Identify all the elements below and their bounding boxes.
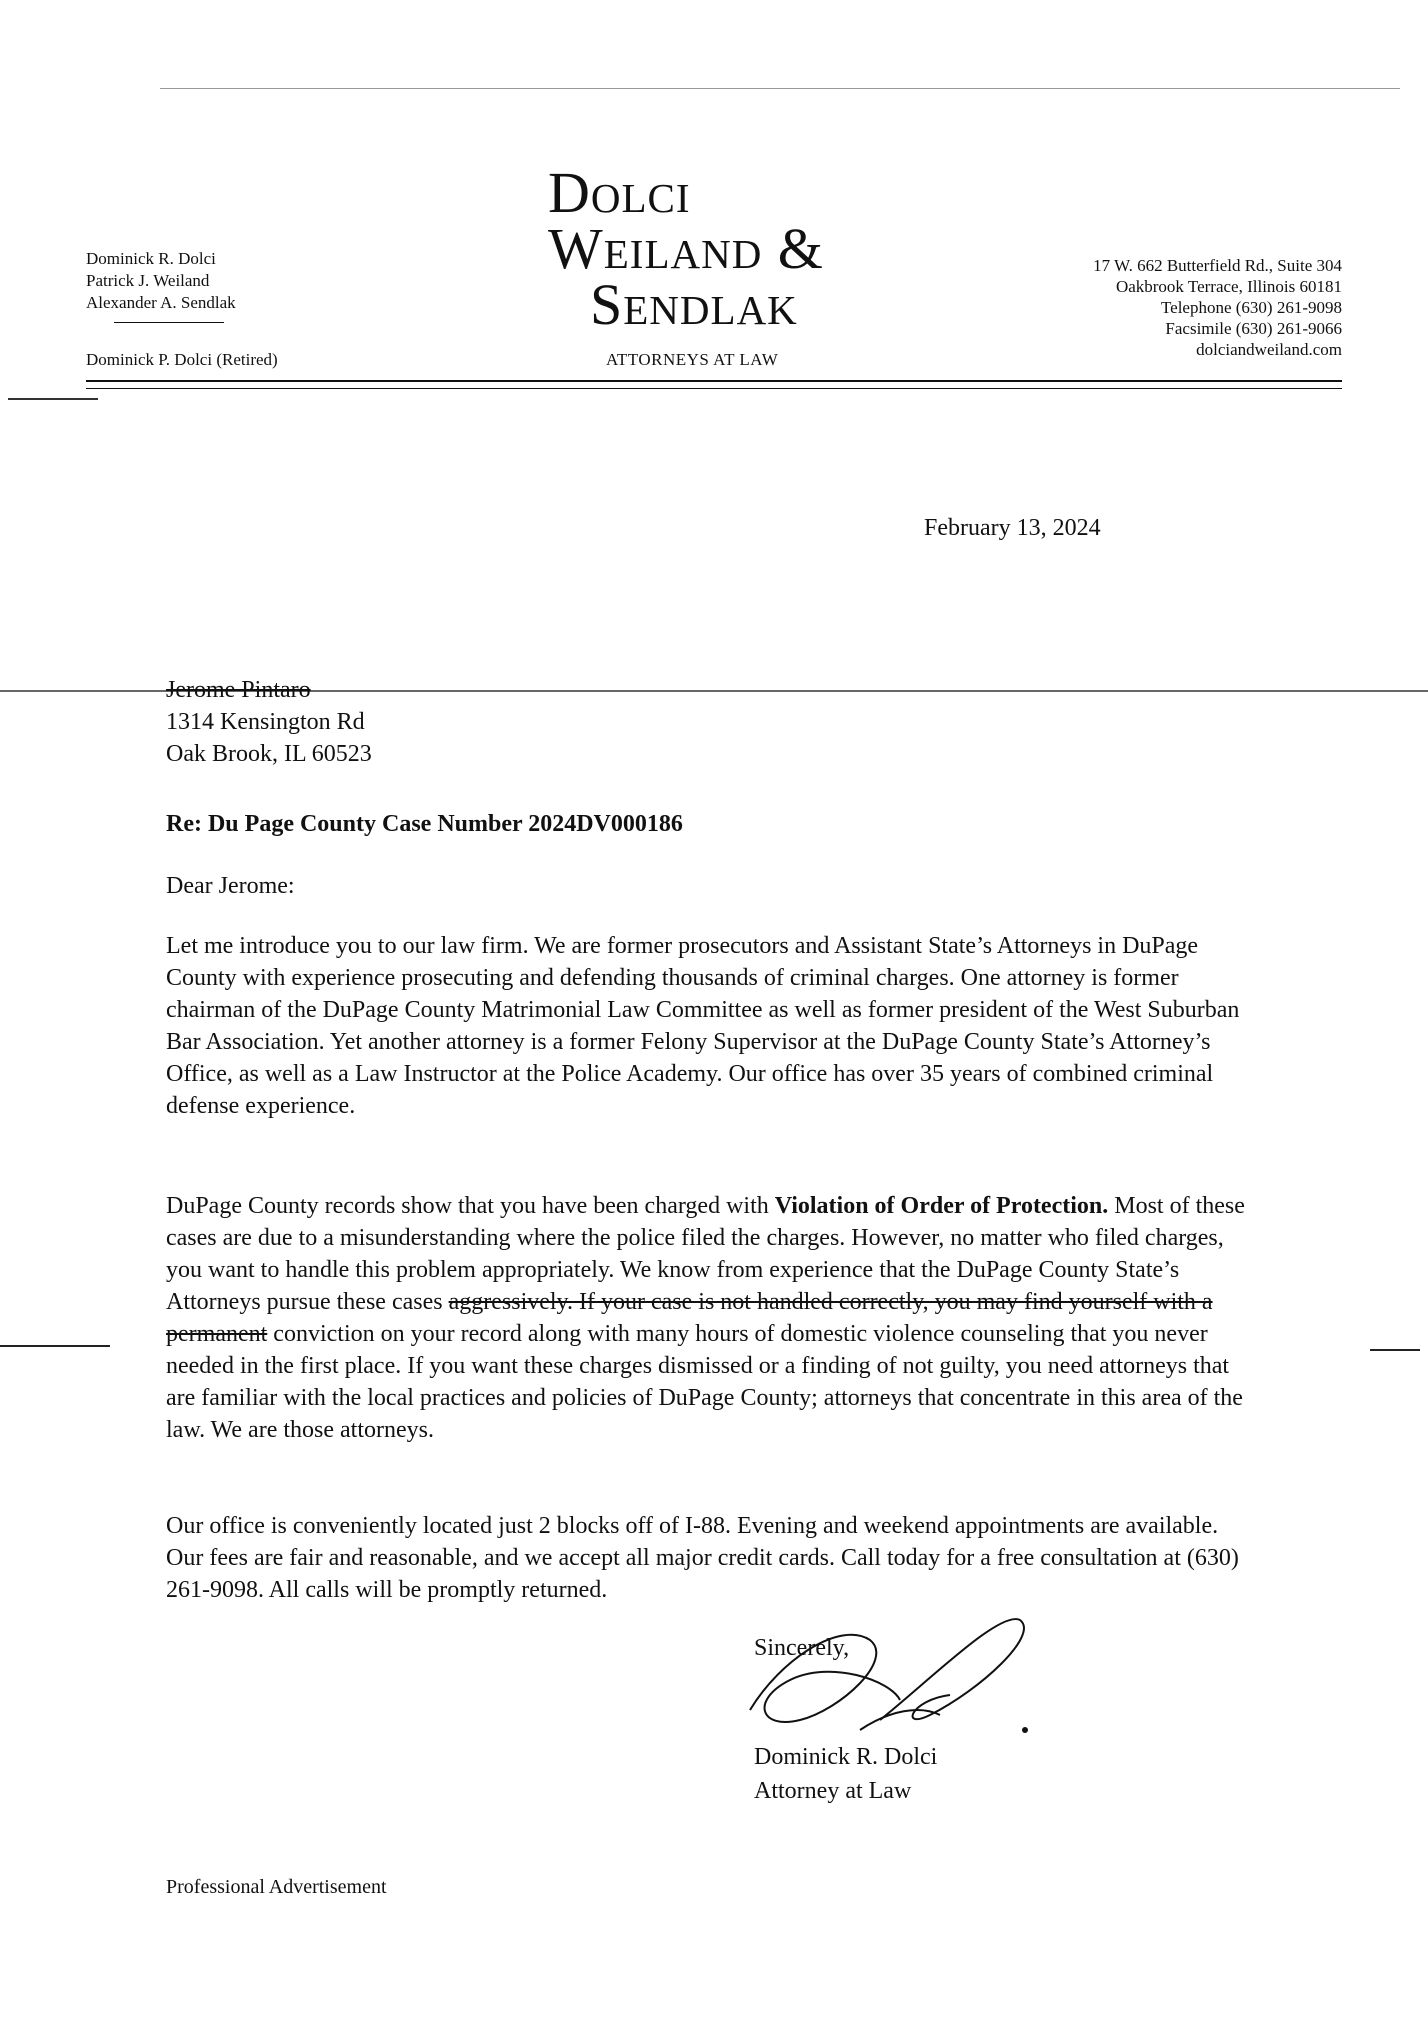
firm-name-line2: Weiland & [548,216,824,281]
letterhead-rule [86,380,1342,382]
paragraph-intro: Let me introduce you to our law firm. We are former prosecutors and Assistant State’s Attorneys in DuPage County with experience prosecuting and defending thousands of criminal charges. One attorney is former chairman of the DuPage County Matrimonial Law Committee as well as former president of the West Suburban Bar Association. Yet another attorney is a former Felony Supervisor at the DuPage County State’s Attorney’s Office, as well as a Law Instructor at the Police Academy. Our office has over 35 years of combined criminal defense experience. [166,933,1240,1119]
letter-date: February 13, 2024 [924,515,1101,541]
greeting: Dear Jerome: [166,873,295,899]
paragraph-charges [166,1190,1256,1446]
closing-sincerely: Sincerely, [754,1635,850,1661]
recipient-city: Oak Brook, IL 60523 [166,741,372,767]
partners-list [86,248,236,323]
paragraph-text: conviction on your record along with many hours of domestic violence counseling that you never needed in the first place. If you want these charges dismissed or a finding of not guilty, you need attorneys that are familiar with the local practices and policies of DuPage County; attorneys that concentrate in this area of the law. We are those attorneys. [166,1321,1243,1443]
firm-name-line1: Dolci [548,160,691,225]
scan-artifact-strike-line [0,1345,110,1347]
closing-block [754,1740,937,1808]
firm-name-line3: Sendlak [590,272,798,337]
paragraph-text: Most of these cases are due to a misunderstanding where the police filed the charges. However, no matter who filed charges, you want to handle this problem appropriately. We know from experience that the DuPage County State’s Attorneys pursue these cases [166,1193,1245,1315]
recipient-block [166,674,372,770]
firm-subtitle: ATTORNEYS AT LAW [606,350,779,369]
signer-name: Dominick R. Dolci [754,1744,938,1770]
partners-divider [114,322,224,323]
scan-artifact-top [160,88,1400,89]
letterhead-rule-thin [86,388,1342,389]
partner-name: Alexander A. Sendlak [86,293,236,312]
signer-title: Attorney at Law [754,1778,912,1804]
charge-name: Violation of Order of Protection. [774,1193,1109,1219]
scan-artifact-strike-line-right [1370,1349,1420,1351]
partner-name: Patrick J. Weiland [86,271,210,290]
recipient-street: 1314 Kensington Rd [166,709,365,735]
recipient-name: Jerome Pintaro [166,677,311,703]
paragraph-text: DuPage County records show that you have been charged with [166,1193,775,1219]
address-line: Facsimile (630) 261-9066 [1165,319,1342,338]
struck-text: aggressively. If your case is not handled correctly, you may find yourself with a permanent [166,1289,1213,1347]
retired-partner: Dominick P. Dolci (Retired) [86,350,278,369]
footer-label: Professional Advertisement [166,1876,387,1898]
firm-logo [548,160,824,337]
signature [720,1600,1050,1750]
subject-line: Re: Du Page County Case Number 2024DV000186 [166,811,683,837]
address-line: 17 W. 662 Butterfield Rd., Suite 304 [1093,256,1342,275]
address-line: Telephone (630) 261-9098 [1160,298,1342,317]
scan-artifact-left-mark [8,398,98,400]
firm-address [1093,255,1342,360]
address-line: dolciandweiland.com [1196,340,1342,359]
partner-name: Dominick R. Dolci [86,249,216,268]
address-line: Oakbrook Terrace, Illinois 60181 [1115,277,1342,296]
paragraph-contact: Our office is conveniently located just 2 blocks off of I-88. Evening and weekend appointments are available. Our fees are fair and reasonable, and we accept all major credit cards. Call today for a free consultation at (630) 261-9098. All calls will be promptly returned. [166,1513,1239,1603]
